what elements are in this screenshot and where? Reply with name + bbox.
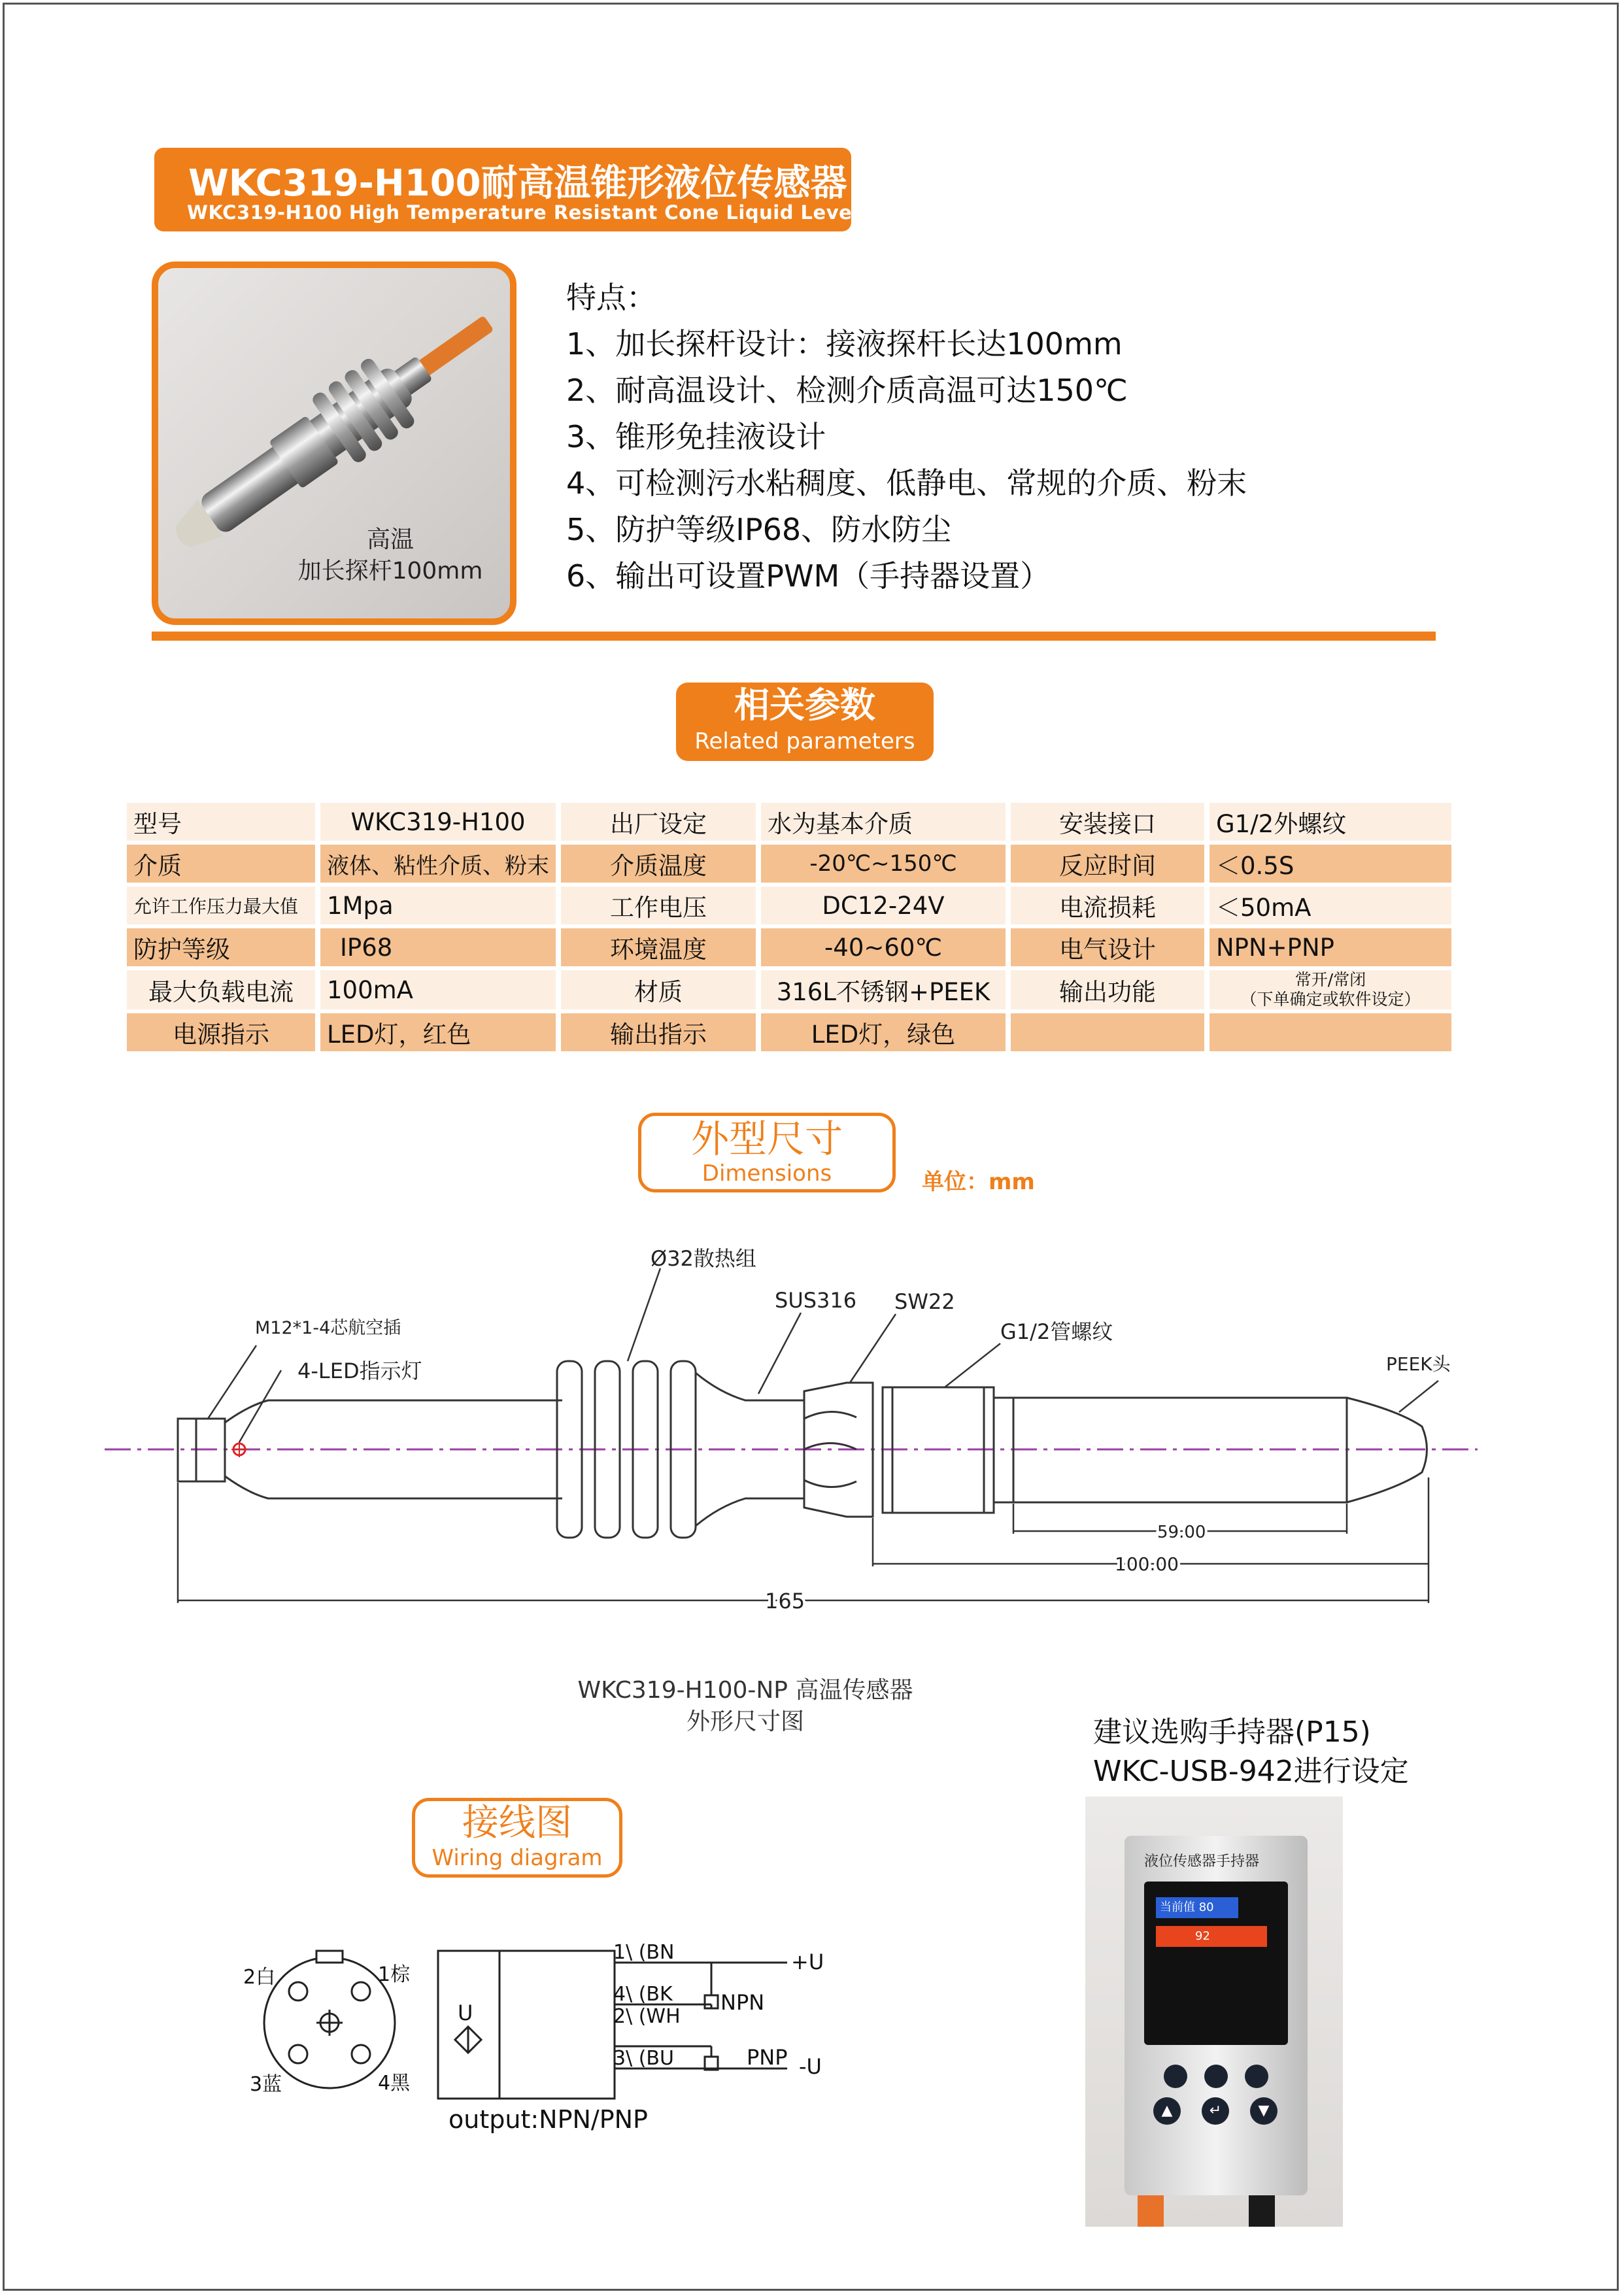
table-row <box>127 845 1451 883</box>
param-label: 电流损耗 <box>1011 886 1204 924</box>
params-heading-cn: 相关参数 <box>734 684 875 726</box>
device-label: 液位传感器手持器 <box>1144 1853 1260 1870</box>
device-button <box>1204 2065 1228 2088</box>
plus-terminal: +U <box>791 1950 824 1974</box>
param-value-output <box>1210 970 1451 1009</box>
param-value: G1/2外螺纹 <box>1210 803 1451 841</box>
feature-item: 3、锥形免挂液设计 <box>566 419 826 454</box>
product-subtitle: WKC319-H100 High Temperature Resistant Cone Liquid Level Sensor <box>187 201 941 224</box>
param-label: 材质 <box>561 970 756 1009</box>
param-value: WKC319-H100 <box>320 803 556 841</box>
param-value: 1Mpa <box>320 886 556 924</box>
param-label: 介质 <box>127 845 315 883</box>
label-heatsink: Ø32散热组 <box>651 1246 756 1271</box>
npn-label: NPN <box>720 1990 765 2015</box>
param-label: 输出指示 <box>561 1013 756 1051</box>
label-tip: PEEK头 <box>1386 1353 1451 1375</box>
enter-icon: ↵ <box>1202 2097 1229 2125</box>
params-heading <box>676 683 934 761</box>
title-banner <box>154 148 941 231</box>
down-arrow-icon: ▼ <box>1250 2097 1277 2125</box>
table-row <box>127 803 1451 841</box>
photo-caption-line1: 高温 <box>366 526 414 553</box>
pnp-label: PNP <box>747 2045 788 2070</box>
table-row <box>127 1013 1451 1051</box>
product-photo <box>152 262 516 625</box>
minus-terminal: -U <box>799 2054 822 2079</box>
param-label: 允许工作压力最大值 <box>127 886 315 924</box>
param-value: 316L不锈钢+PEEK <box>761 970 1006 1009</box>
handheld-title-line1: 建议选购手持器(P15) <box>1093 1715 1371 1749</box>
param-label: 安装接口 <box>1011 803 1204 841</box>
label-material: SUS316 <box>775 1288 857 1313</box>
dimensions-heading-en: Dimensions <box>702 1160 832 1187</box>
handheld-title-line2: WKC-USB-942进行设定 <box>1093 1755 1409 1788</box>
screen-row-2: 92 <box>1156 1926 1267 1947</box>
black-cable <box>1249 2195 1275 2227</box>
param-value: LED灯，红色 <box>320 1013 556 1051</box>
feature-item: 1、加长探杆设计：接液探杆长达100mm <box>566 326 1123 362</box>
unit-label: 单位：mm <box>922 1169 1035 1195</box>
wiring-diagram <box>235 1929 889 2112</box>
param-label: 环境温度 <box>561 928 756 966</box>
handheld-device-photo <box>1085 1797 1343 2227</box>
param-label: 电源指示 <box>127 1013 315 1051</box>
drawing-caption-line1: WKC319-H100-NP 高温传感器 <box>577 1677 913 1704</box>
table-row <box>127 970 1451 1009</box>
param-label: 介质温度 <box>561 845 756 883</box>
features-list <box>566 275 1247 599</box>
table-row <box>127 928 1451 966</box>
dim-100: 100.00 <box>1115 1553 1179 1575</box>
orange-cable <box>1138 2195 1164 2227</box>
param-label: 最大负载电流 <box>127 970 315 1009</box>
led-indicator <box>231 1442 247 1457</box>
drawing-caption <box>549 1675 941 1738</box>
features-heading: 特点： <box>566 280 656 315</box>
param-value: IP68 <box>320 928 556 966</box>
param-label: 工作电压 <box>561 886 756 924</box>
label-wrench: SW22 <box>894 1289 955 1314</box>
up-arrow-icon: ▲ <box>1153 2097 1181 2125</box>
output-function-value: 常开/常闭 <box>1294 970 1366 989</box>
pin-4-label: 4黑 <box>378 2072 411 2095</box>
pin-2-label: 2白 <box>243 1966 276 1989</box>
product-title: WKC319-H100耐高温锥形液位传感器 <box>188 162 847 205</box>
param-value: -20℃~150℃ <box>761 845 1006 883</box>
param-value: -40~60℃ <box>761 928 1006 966</box>
label-led: 4-LED指示灯 <box>297 1359 422 1383</box>
param-label <box>1011 1013 1204 1051</box>
output-function-note: （下单确定或软件设定） <box>1240 990 1421 1009</box>
pin-1-label: 1棕 <box>378 1963 411 1986</box>
feature-item: 6、输出可设置PWM（手持器设置） <box>566 558 1051 594</box>
feature-item: 2、耐高温设计、检测介质高温可达150℃ <box>566 373 1128 408</box>
wire-bu: 3\ (BU <box>613 2047 674 2070</box>
output-label: output:NPN/PNP <box>448 2105 648 2134</box>
table-row <box>127 886 1451 924</box>
params-heading-en: Related parameters <box>694 728 915 754</box>
photo-caption-line2: 加长探杆100mm <box>297 558 483 584</box>
screen-row-1: 当前值 80 <box>1156 1897 1238 1918</box>
feature-item: 5、防护等级IP68、防水防尘 <box>566 512 952 547</box>
param-value: 水为基本介质 <box>761 803 1006 841</box>
drawing-caption-line2: 外形尺寸图 <box>686 1708 804 1735</box>
param-label: 输出功能 <box>1011 970 1204 1009</box>
device-screen <box>1144 1882 1288 2045</box>
param-label: 出厂设定 <box>561 803 756 841</box>
params-table <box>122 799 1457 1055</box>
wire-bn: 1\ (BN <box>613 1941 675 1964</box>
device-button <box>1164 2065 1187 2088</box>
param-value: 100mA <box>320 970 556 1009</box>
dim-59: 59.00 <box>1157 1523 1206 1542</box>
feature-item: 4、可检测污水粘稠度、低静电、常规的介质、粉末 <box>566 465 1247 501</box>
handheld-title <box>1093 1713 1409 1791</box>
param-value: 液体、粘性介质、粉末 <box>320 845 556 883</box>
label-connector: M12*1-4芯航空插 <box>255 1318 401 1338</box>
dimension-drawing <box>0 1242 1624 1634</box>
param-label: 反应时间 <box>1011 845 1204 883</box>
param-value: DC12-24V <box>761 886 1006 924</box>
sensor-symbol: U <box>458 2001 473 2025</box>
dim-165: 165 <box>765 1589 805 1613</box>
param-label: 电气设计 <box>1011 928 1204 966</box>
param-value: ＜0.5S <box>1210 845 1451 883</box>
label-thread: G1/2管螺纹 <box>1000 1319 1113 1344</box>
dimensions-heading <box>638 1113 896 1192</box>
param-value: ＜50mA <box>1210 886 1451 924</box>
photo-caption <box>282 524 498 587</box>
pin-3-label: 3蓝 <box>250 2073 282 2096</box>
param-value <box>1210 1013 1451 1051</box>
param-value: NPN+PNP <box>1210 928 1451 966</box>
section-divider <box>152 632 1436 641</box>
dimensions-heading-cn: 外型尺寸 <box>690 1117 843 1161</box>
wiring-heading-cn: 接线图 <box>462 1802 572 1844</box>
wiring-heading <box>412 1798 622 1878</box>
device-button <box>1245 2065 1268 2088</box>
wiring-heading-en: Wiring diagram <box>431 1845 603 1871</box>
device-body <box>1125 1836 1308 2195</box>
wire-wh: 2\ (WH <box>613 2005 681 2028</box>
param-value: LED灯，绿色 <box>761 1013 1006 1051</box>
wire-bk: 4\ (BK <box>613 1983 673 2006</box>
param-label: 防护等级 <box>127 928 315 966</box>
param-label: 型号 <box>127 803 315 841</box>
